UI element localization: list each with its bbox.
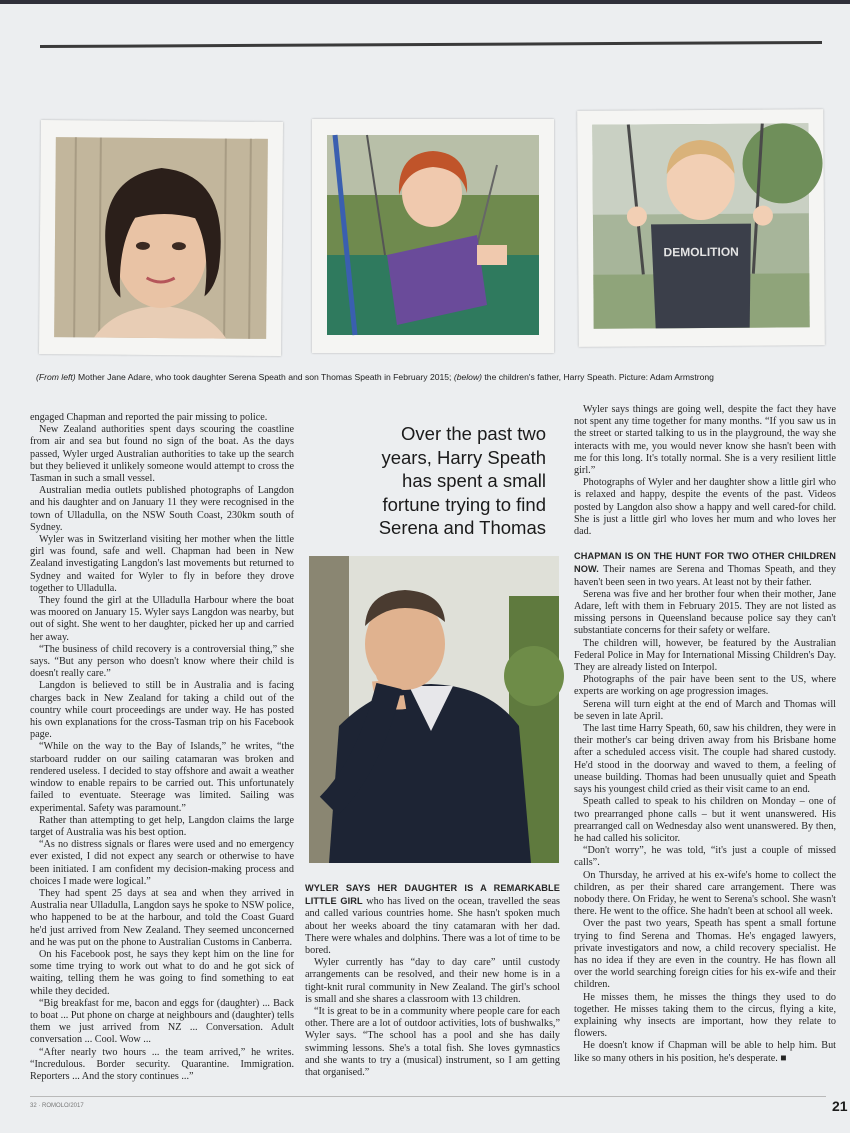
run-in-heading: WYLER SAYS HER DAUGHTER IS A REMARKABLE LITTLE GIRL (305, 883, 560, 907)
mother-portrait-image (54, 137, 268, 339)
shirt-print: DEMOLITION (663, 244, 739, 260)
paragraph: “Big breakfast for me, bacon and eggs for (daughter) ... Back to boat ... Put phone on charge at neighbours and (daughter) tells them we just arrived from NZ ... Conversation. Adult conversation ... Cool. Wow ... (30, 997, 294, 1046)
paragraph: They found the girl at the Ulladulla Harbour where the boat was moored on January 15. Wyler says Langdon was nearby, but out of sight. She went to her daughter, picked her up and carried her away. (30, 595, 294, 643)
article-column-1 (30, 412, 294, 1082)
paragraph: The last time Harry Speath, 60, saw his children, they were in their mother's car being driven away from his Brisbane home after a scheduled access visit. The couple had shared custody. He'd stood in the doorway and waved to them, a feeling of unease building. Thomas had been unusually quiet and Speath says his youngest child cried as their visit came to an end. (574, 723, 836, 796)
photo-daughter (312, 119, 554, 353)
photo-father (309, 556, 559, 863)
paragraph: Speath called to speak to his children on Monday – one of two prearranged phone calls – but it went unanswered. His prearranged call on Wednesday also went unanswered. By then, he had called his solicitor. (574, 796, 836, 844)
son-swing-image (592, 123, 809, 329)
paragraph: New Zealand authorities spent days scouring the coastline from air and sea but found no sign of the boat. As the days passed, Wyler urged Australian authorities to take up the search but they believed it unlikely someone would attempt to cross the Tasman in such a small vessel. (30, 424, 294, 485)
paragraph: He doesn't know if Chapman will be able to help him. But like so many others in his position, he's desperate. ■ (574, 1040, 836, 1064)
paragraph: Photographs of the pair have been sent to the US, where experts are working on age progression images. (574, 674, 836, 698)
paragraph: WYLER SAYS HER DAUGHTER IS A REMARKABLE LITTLE GIRL who has lived on the ocean, travelled the seas and called various countries home. She hasn't spoken much about her weeks aboard the tiny catamaran with her dad. There were whales and dolphins. There was a lot of time to be bored. (305, 883, 560, 957)
daughter-swing-image (327, 135, 539, 335)
photo-son (577, 109, 825, 347)
article-column-3 (574, 404, 836, 1077)
paragraph: CHAPMAN IS ON THE HUNT FOR TWO OTHER CHILDREN NOW. Their names are Serena and Thomas Speath, and they haven't been seen in two years. At least not by their father. (574, 551, 836, 588)
father-portrait-image (309, 556, 559, 863)
photo-caption: (From left) Mother Jane Adare, who took daughter Serena Speath and son Thomas Speath in February 2015; (below) the children's father, Harry Speath. Picture: Adam Armstrong (36, 372, 714, 382)
paragraph: Serena will turn eight at the end of March and Thomas will be seven in late April. (574, 698, 836, 722)
paragraph: Langdon is believed to still be in Australia and is facing charges back in New Zealand for taking a child out of the country while court proceedings are under way. He has posted his own explanations for the cross-Tasman trip on his Facebook page. (30, 680, 294, 741)
photo-mother (39, 120, 283, 356)
paragraph: Photographs of Wyler and her daughter show a little girl who is relaxed and happy, despite the events of the past. Videos posted by Langdon also show a happy and well cared-for child. She is just a little girl who loves her mum and who loves her dad. (574, 477, 836, 538)
paragraph: engaged Chapman and reported the pair missing to police. (30, 412, 268, 423)
paragraph: “As no distress signals or flares were used and no emergency ever existed, I did not expect any search or otherwise to have been initiated. I am confident my decision-making process and choices I made were logical.” (30, 839, 294, 887)
paragraph: Serena was five and her brother four when their mother, Jane Adare, left with them in February 2015. They are not listed as missing persons in Queensland because police say they can't substantiate concerns for their safety or welfare. (574, 588, 836, 637)
paragraph: “It is great to be in a community where people care for each other. There are a lot of outdoor activities, lots of bushwalks,” Wyler says. “The school has a pool and she has daily swimming lessons. She's a total fish. She loves gymnastics and she wants to try a (musical) instrument, so I am getting that organised.” (305, 1006, 560, 1079)
paragraph: He misses them, he misses the things they used to do together. He misses taking them to the circus, flying a kite, explaining why insects are important, how they relate to flowers. (574, 991, 836, 1040)
paragraph: They had spent 25 days at sea and when they arrived in Australia near Ulladulla, Langdon says he spoke to NSW police, who happened to be at the harbour, and told the Coast Guard he'd just arrived from New Zealand. They seemed unconcerned and he was put on the phone to Australian Customs in Canberra. (30, 887, 294, 948)
paragraph: Wyler says things are going well, despite the fact they have not spent any time together for many months. “If you saw us in the street or started talking to us in the playground, the way she interacts with me, you would never know she hasn't been with me for this long. It's totally normal. She is a very resilient little girl.” (574, 404, 836, 477)
paragraph: On his Facebook post, he says they kept him on the line for some time trying to work out what to do and he got sick of waiting, telling them he was going to find something to eat while they decided. (30, 948, 294, 997)
paragraph: “Don't worry”, he was told, “it's just a couple of missed calls”. (574, 845, 836, 869)
footer-rule (30, 1096, 826, 1097)
paragraph: “After nearly two hours ... the team arrived,” he writes. “Incredulous. Border security. Quarantine. Immigration. Reporters ... And the story continues ...” (30, 1046, 294, 1082)
paragraph: Rather than attempting to get help, Langdon claims the large target of Australia was his best option. (30, 814, 294, 838)
paragraph: Australian media outlets published photographs of Langdon and his daughter and on January 11 they were recognised in the town of Ulladulla, on the NSW South Coast, 230km south of Sydney. (30, 485, 294, 533)
page-top-edge (0, 0, 850, 4)
paragraph: The children will, however, be featured by the Australian Federal Police in May for International Missing Children's Day. They are already listed on Interpol. (574, 637, 836, 674)
folio-slug: 32 · ROMOLO/2017 (30, 1103, 84, 1109)
paragraph: On Thursday, he arrived at his ex-wife's home to collect the children, as per their shared care arrangement. There was nobody there. On Friday, he went to Serena's school. She wasn't there. He went to the office. She hadn't been at school all week. (574, 869, 836, 918)
paragraph: “The business of child recovery is a controversial thing,” she says. “But any person who doesn't know where their child is doesn't really care.” (30, 643, 294, 680)
paragraph: “While on the way to the Bay of Islands,” he writes, “the starboard rudder on our sailing catamaran was broken and rendered useless. I decided to stay offshore and await a weather window to enable repairs to be carried out. This unfortunately failed to eventuate. Steerage was limited. Sailing was experimental. Safety was paramount.” (30, 741, 294, 814)
article-column-2 (305, 882, 560, 1079)
paragraph: Wyler was in Switzerland visiting her mother when the little girl was found, safe and well. Chapman had been in New Zealand investigating Langdon's last movements but returned to Sydney and waited for Wyler to fly in before they drove together to Ulladulla. (30, 534, 294, 594)
run-in-heading: CHAPMAN IS ON THE HUNT FOR TWO OTHER CHILDREN NOW. (574, 551, 836, 575)
paragraph: Over the past two years, Speath has spent a small fortune trying to find Serena and Thomas. He's engaged lawyers, private investigators and now, a child recovery specialist. He has no idea if they are even in the country. He has flown all over the world searching foreign cities for his ex-wife and their children. (574, 918, 836, 991)
section-rule (40, 41, 822, 48)
page-number: 21 (832, 1098, 848, 1114)
paragraph: Wyler currently has “day to day care” until custody arrangements can be resolved, and their new home is in a tight-knit rural community in New Zealand. The girl's school is small and she shares a classroom with 13 children. (305, 957, 560, 1005)
pull-quote: Over the past two years, Harry Speath has spent a small fortune trying to find Serena and Thomas (378, 423, 546, 538)
